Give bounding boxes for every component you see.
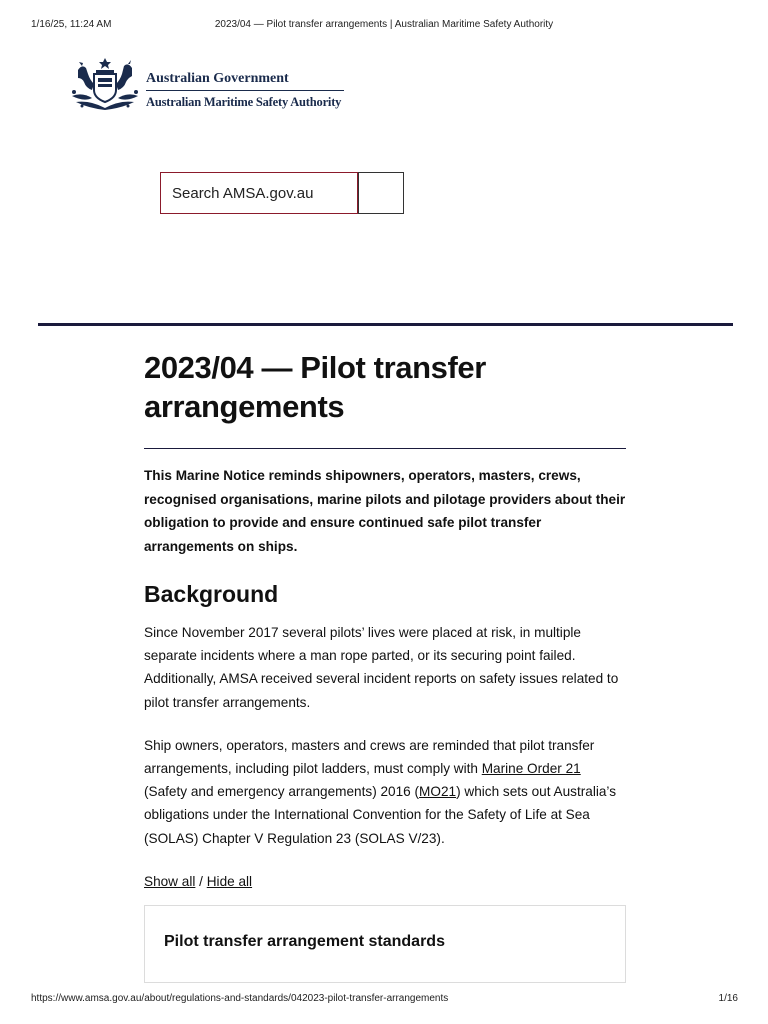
article-content	[144, 348, 626, 893]
accordion-pilot-transfer-standards[interactable]	[144, 905, 626, 983]
background-paragraph-2	[144, 734, 626, 850]
accordion-toggles	[144, 870, 626, 893]
show-all-link[interactable]: Show all	[144, 873, 196, 889]
page-title: 2023/04 — Pilot transfer arrangements	[144, 350, 486, 424]
marine-order-21-link[interactable]: Marine Order 21	[481, 761, 581, 777]
paragraph-2-text-2: (Safety and emergency arrangements) 2016 (	[144, 784, 420, 800]
background-paragraph-1: Since November 2017 several pilots’ lives were placed at risk, in multiple separate incidents where a man rope parted, or its securing point failed. Additionally, AMSA received several incident reports on safety issues related to pilot transfer arrangements.	[144, 625, 619, 710]
print-header	[0, 19, 768, 33]
paragraph-2-text-1: Ship owners, operators, masters and crews are reminded that pilot transfer arrangements, including pilot ladders, must comply with	[144, 737, 595, 777]
print-page-number: 1/16	[718, 993, 738, 1004]
search-form	[160, 172, 404, 214]
print-date: 1/16/25, 11:24 AM	[31, 19, 112, 30]
print-page-title: 2023/04 — Pilot transfer arrangements | Australian Maritime Safety Authority	[214, 19, 554, 30]
header-divider	[38, 323, 733, 326]
amsa-logo[interactable]	[68, 56, 358, 114]
lead-paragraph: This Marine Notice reminds shipowners, operators, masters, crews, recognised organisations, marine pilots and pilotage providers about their obligation to provide and ensure continued safe pilot transfer arrangements on ships.	[144, 468, 626, 554]
hide-all-link[interactable]: Hide all	[206, 873, 253, 889]
coat-of-arms-icon	[68, 56, 142, 114]
logo-divider	[146, 90, 344, 91]
print-footer	[0, 993, 768, 1007]
accordion-title: Pilot transfer arrangement standards	[164, 933, 445, 950]
print-url: https://www.amsa.gov.au/about/regulations-and-standards/042023-pilot-transfer-arrangements	[31, 993, 449, 1004]
search-button[interactable]	[358, 172, 404, 214]
title-divider	[144, 448, 626, 449]
agency-name: Australian Maritime Safety Authority	[146, 95, 342, 109]
toggle-separator: /	[199, 873, 203, 889]
government-name: Australian Government	[146, 71, 289, 86]
paragraph-2-text-3: ) which sets out Australia’s obligations under the International Convention for the Safety of Life at Sea (SOLAS) Chapter V Regulation 23 (SOLAS V/23).	[144, 784, 617, 846]
mo21-link[interactable]: MO21	[419, 784, 457, 800]
background-heading: Background	[144, 581, 279, 607]
search-input[interactable]	[160, 172, 358, 214]
